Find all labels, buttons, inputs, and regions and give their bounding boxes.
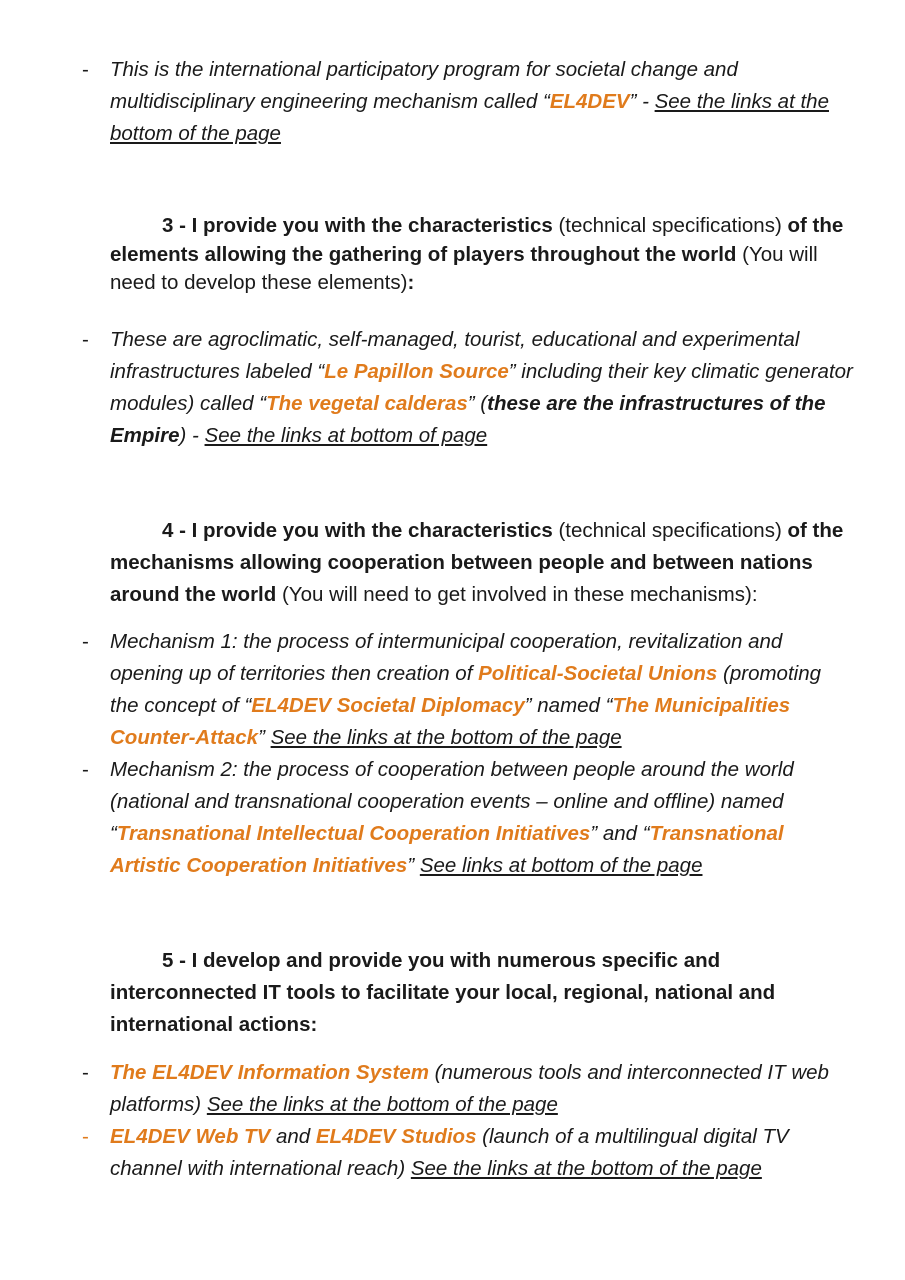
text-run: (You will need to develop these elements) xyxy=(110,242,818,294)
highlight-papillon-source: Le Papillon Source xyxy=(324,360,509,383)
text-run: (You will need to get involved in these mechanisms): xyxy=(276,583,758,606)
text-run: ” - xyxy=(629,90,655,113)
text-run: ) - xyxy=(179,424,205,447)
section-heading-3 xyxy=(110,212,860,298)
section-number: 5 - xyxy=(162,949,192,972)
links-reference[interactable]: See links at bottom of the page xyxy=(419,854,703,877)
text-run: Mechanism 1: the process of intermunicipal cooperation, revitalization and opening up of territories then creation of xyxy=(110,630,783,685)
links-reference[interactable]: See the links at bottom of page xyxy=(204,424,488,447)
list-item-text xyxy=(110,324,855,452)
text-run: and xyxy=(270,1125,316,1148)
section-number: 4 - xyxy=(162,519,192,542)
links-reference[interactable]: See the links at the bottom of the page xyxy=(270,726,622,749)
text-run: these are the infrastructures of the Empire xyxy=(110,392,826,447)
text-run: These are agroclimatic, self-managed, tourist, educational and experimental infrastructures labeled “ xyxy=(110,328,800,383)
list-item-text xyxy=(110,754,855,882)
bullet-dash: - xyxy=(82,1061,89,1084)
text-run: (technical specifications) xyxy=(552,519,788,542)
highlight-studios: EL4DEV Studios xyxy=(315,1125,477,1148)
text-run: This is the international participatory program for societal change and multidisciplinary engineering mechanism called “ xyxy=(110,58,738,113)
highlight-intellectual-initiatives: Transnational Intellectual Cooperation Initiatives xyxy=(116,822,591,845)
section-heading-4 xyxy=(110,515,860,611)
highlight-counter-attack: The Municipalities Counter-Attack xyxy=(110,694,791,749)
bullet-dash: - xyxy=(82,1125,89,1148)
text-run: ” xyxy=(258,726,271,749)
bullet-dash: - xyxy=(82,630,89,653)
text-run: : xyxy=(407,271,415,294)
text-run: (numerous tools and interconnected IT web platforms) xyxy=(110,1061,829,1116)
text-run: I provide you with the characteristics xyxy=(191,214,553,237)
list-item-text xyxy=(110,1121,855,1185)
text-run: (promoting the concept of “ xyxy=(110,662,821,717)
text-run: of the elements allowing the gathering of players throughout the world xyxy=(110,214,844,266)
text-run: ” including their key climatic generator modules) called “ xyxy=(110,360,853,415)
section-number: 3 - xyxy=(162,214,192,237)
highlight-information-system: The EL4DEV Information System xyxy=(110,1061,429,1084)
text-run: Mechanism 2: the process of cooperation between people around the world (national and transnational cooperation events – online and offline) named “ xyxy=(110,758,794,845)
text-run: ” named “ xyxy=(524,694,613,717)
section-heading-5 xyxy=(110,945,860,1041)
highlight-political-societal-unions: Political-Societal Unions xyxy=(478,662,718,685)
text-run: I develop and provide you with numerous specific and interconnected IT tools to facilitate your local, regional, national and international actions: xyxy=(110,949,776,1036)
highlight-artistic-initiatives: Transnational Artistic Cooperation Initiatives xyxy=(110,822,784,877)
highlight-web-tv: EL4DEV Web TV xyxy=(110,1125,271,1148)
list-item-text xyxy=(110,1057,855,1121)
links-reference[interactable]: See the links at the bottom of the page xyxy=(206,1093,558,1116)
list-item-text xyxy=(110,54,855,150)
highlight-el4dev: EL4DEV xyxy=(549,90,630,113)
links-reference[interactable]: See the links at the bottom of the page xyxy=(410,1157,762,1180)
bullet-dash: - xyxy=(82,328,89,351)
text-run: ” ( xyxy=(467,392,488,415)
text-run: (launch of a multilingual digital TV channel with international reach) xyxy=(110,1125,789,1180)
links-reference[interactable]: See the links at the bottom of the page xyxy=(110,90,829,145)
highlight-societal-diplomacy: EL4DEV Societal Diplomacy xyxy=(251,694,525,717)
text-run: ” xyxy=(407,854,420,877)
highlight-vegetal-calderas: The vegetal calderas xyxy=(266,392,468,415)
list-item-text xyxy=(110,626,855,754)
text-run: I provide you with the characteristics xyxy=(191,519,553,542)
text-run: (technical specifications) xyxy=(552,214,788,237)
text-run: ” and “ xyxy=(590,822,650,845)
bullet-dash: - xyxy=(82,758,89,781)
text-run: of the mechanisms allowing cooperation between people and between nations around the world xyxy=(110,519,844,606)
bullet-dash: - xyxy=(82,58,89,81)
